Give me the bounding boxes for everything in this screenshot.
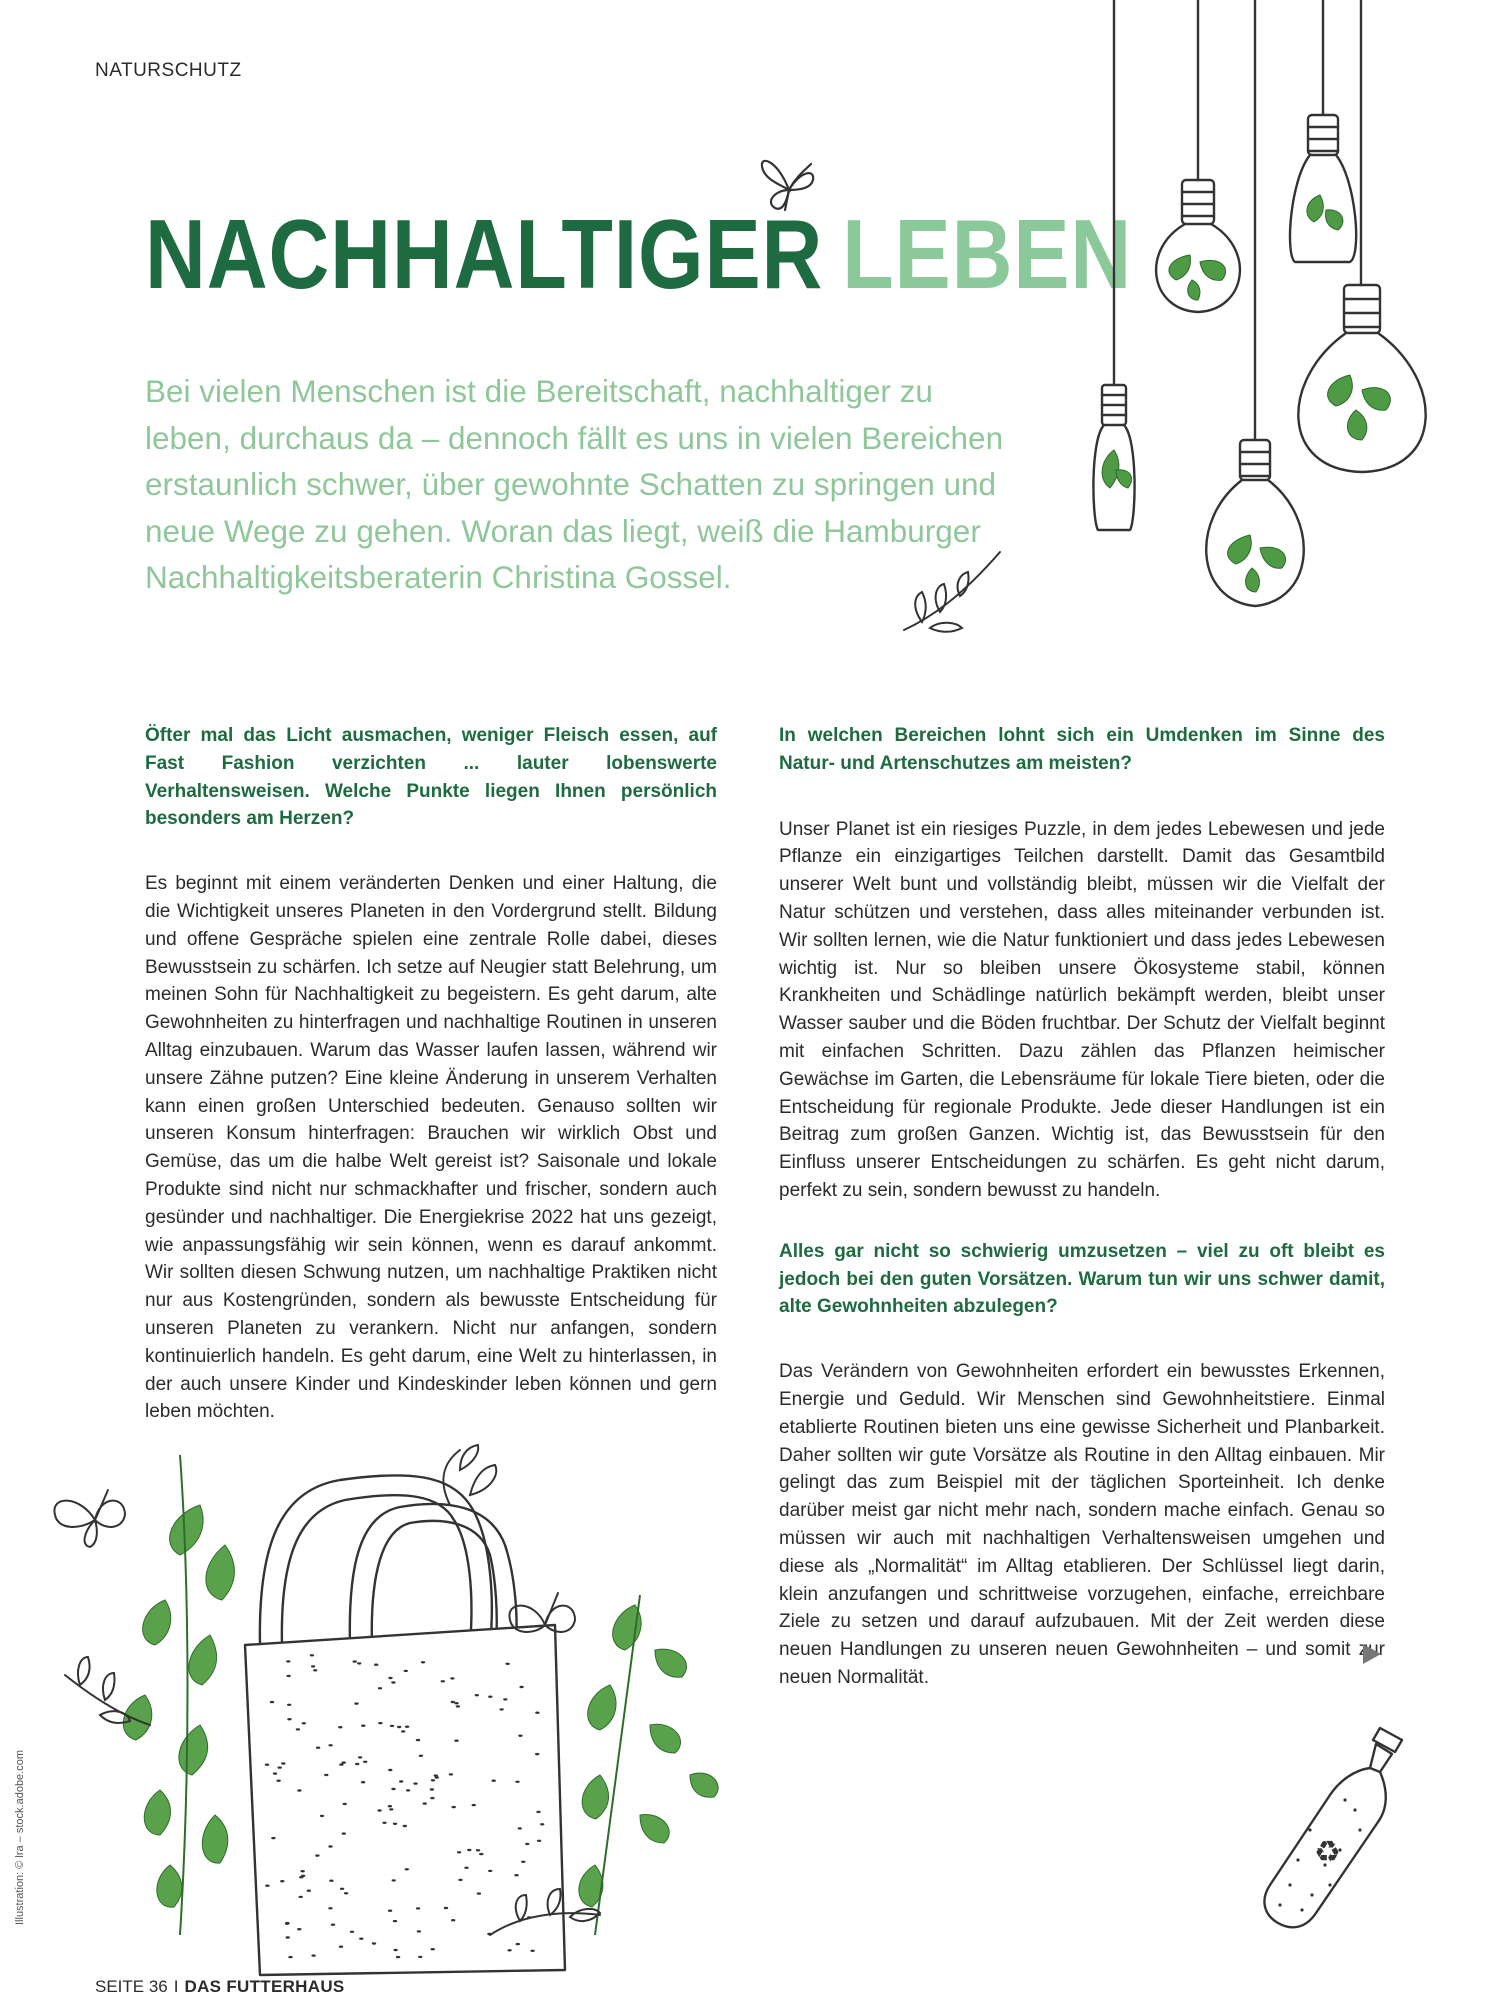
bag-dot (340, 1888, 344, 1890)
bag-dot (388, 1910, 392, 1912)
bag-dot (281, 1762, 285, 1764)
bag-dot (499, 1708, 503, 1710)
recycle-icon: ♻ (1314, 1835, 1341, 1870)
bag-dot (311, 1954, 315, 1956)
bag-dot (505, 1663, 509, 1665)
bag-dot (297, 1928, 301, 1930)
bag-dot (313, 1669, 317, 1671)
bag-dot (464, 1867, 468, 1869)
interview-answer: Es beginnt mit einem veränderten Denken und einer Haltung, die die Wichtigkeit unseres Planeten in den Vordergrund stellt. Bildung und offene Gespräche spielen eine zentrale Rolle dabei, dieses Bewusstsein zu schärfen. Ich setze auf Neugier statt Belehrung, um meinen Sohn für Nachhaltigkeit zu begeistern. Es geht darum, alte Gewohnheiten zu hinterfragen und nachhaltige Routinen in unseren Alltag einzubauen. Warum das Wasser laufen lassen, während wir unsere Zähne putzen? Eine kleine Änderung in unserem Verhalten kann einen großen Unterschied bedeuten. Genauso sollten wir unseren Konsum hinterfragen: Brauchen wir wirklich Obst und Gemüse, das um die halbe Welt gereist ist? Saisonale und lokale Produkte sind nicht nur schmackhafter und frischer, sondern auch gesünder und nachhaltiger. Die Energiekrise 2022 hat uns gezeigt, wie anpassungsfähig wir sein können, wenn es darauf ankommt. Wir sollten diesen Schwung nutzen, um nachhaltige Praktiken nicht nur aus Kostengründen, sondern als bewusste Entscheidung für unseren Planeten zu verankern. Nicht nur anfangen, sondern kontinuierlich handeln. Es geht darum, eine Welt zu hinterlassen, in der auch unsere Kinder und Kindeskinder leben können und gern leben möchten. (145, 873, 717, 1423)
bag-dot (278, 1766, 282, 1768)
page-title (145, 199, 1133, 309)
bag-dot (388, 1805, 392, 1807)
interview-question: In welchen Bereichen lohnt sich ein Umdenken im Sinne des Natur- und Artenschutzes am meisten? (779, 725, 1385, 774)
bag-dot (444, 1907, 448, 1909)
bag-dot (342, 1761, 346, 1763)
bag-dot (389, 1808, 393, 1810)
bag-dot (419, 1755, 423, 1757)
bag-dot (299, 1896, 303, 1898)
bag-dot (388, 1769, 392, 1771)
bag-dot (540, 1823, 544, 1825)
bag-dot (271, 1837, 275, 1839)
bag-dot (418, 1956, 422, 1958)
bag-dot (454, 1740, 458, 1742)
bag-dot (393, 1920, 397, 1922)
bag-dot (354, 1702, 358, 1704)
bag-dot (270, 1701, 274, 1703)
continue-arrow-icon (1363, 1644, 1381, 1664)
bag-dot (297, 1789, 301, 1791)
bag-dot (452, 1806, 456, 1808)
bag-dot (405, 1726, 409, 1728)
bag-dot (530, 1950, 534, 1952)
bag-dot (476, 1849, 480, 1851)
hanging-lightbulbs-illustration (1080, 0, 1460, 640)
bag-dot (492, 1780, 496, 1782)
bag-dot (423, 1802, 427, 1804)
bag-dot (518, 1827, 522, 1829)
bag-dot (324, 1774, 328, 1776)
interview-question: Alles gar nicht so schwierig umzusetzen – viel zu oft bleibt es jedoch bei den guten Vorsätzen. Warum tun wir uns schwer damit, alte Gewohnheiten abzulegen? (779, 1240, 1385, 1318)
bag-dot (320, 1815, 324, 1817)
bag-dot (339, 1946, 343, 1948)
bag-dot (413, 1782, 417, 1784)
bag-dot (401, 1730, 405, 1732)
bag-dot (342, 1832, 346, 1834)
bag-dot (417, 1930, 421, 1932)
bag-dot (287, 1704, 291, 1706)
bag-dot (310, 1654, 314, 1656)
bag-dot (416, 1907, 420, 1909)
footer (95, 1977, 345, 1997)
bag-dot (521, 1861, 525, 1863)
right-column (779, 722, 1385, 1692)
bag-dot (296, 1728, 300, 1730)
bag-dot (388, 1677, 392, 1679)
bag-dot (353, 1660, 357, 1662)
bag-dot (467, 1849, 471, 1851)
bag-dot (430, 1797, 434, 1799)
bag-dot (315, 1854, 319, 1856)
bag-dot (479, 1853, 483, 1855)
bag-dot (488, 1870, 492, 1872)
bag-dot (536, 1811, 540, 1813)
bag-dot (286, 1936, 290, 1938)
footer-separator: I (173, 1977, 179, 1996)
bag-dot (338, 1726, 342, 1728)
bag-dot (265, 1764, 269, 1766)
bag-dot (475, 1694, 479, 1696)
tote-bag-illustration (50, 1395, 750, 1975)
bag-dot (399, 1780, 403, 1782)
bag-dot (518, 1735, 522, 1737)
bag-dot (288, 1956, 292, 1958)
bag-dot (535, 1712, 539, 1714)
bag-dot (286, 1660, 290, 1662)
left-column (145, 722, 717, 1426)
bag-dot (280, 1880, 284, 1882)
bag-dot (331, 1924, 335, 1926)
bag-dot (382, 1822, 386, 1824)
bag-dot (374, 1664, 378, 1666)
bag-dot (535, 1753, 539, 1755)
bag-dot (477, 1892, 481, 1894)
bag-dot (287, 1718, 291, 1720)
title-part-2: LEBEN (842, 199, 1133, 309)
bag-dot (416, 1739, 420, 1741)
bag-dot (403, 1825, 407, 1827)
magazine-brand: DAS FUTTERHAUS (184, 1977, 345, 1996)
bag-dot (357, 1662, 361, 1664)
bag-dot (525, 1843, 529, 1845)
bag-dot (449, 1773, 453, 1775)
page-number: SEITE 36 (95, 1977, 168, 1996)
bag-dot (404, 1670, 408, 1672)
bag-dot (488, 1696, 492, 1698)
bag-dot (378, 1687, 382, 1689)
bag-dot (421, 1661, 425, 1663)
bag-dot (358, 1756, 362, 1758)
bag-dot (302, 1722, 306, 1724)
bag-dot (454, 1702, 458, 1704)
bag-dot (514, 1874, 518, 1876)
bag-dot (265, 1885, 269, 1887)
bag-dot (285, 1923, 289, 1925)
bag-dot (361, 1725, 365, 1727)
bag-dot (329, 1880, 333, 1882)
bag-dot (377, 1809, 381, 1811)
twig-icon (900, 548, 1005, 638)
bag-dot (391, 1681, 395, 1683)
bag-dot (396, 1956, 400, 1958)
bag-dot (431, 1779, 435, 1781)
bag-dot (516, 1943, 520, 1945)
bag-dot (286, 1675, 290, 1677)
title-part-1: NACHHALTIGER (145, 199, 824, 309)
section-label: NATURSCHUTZ (95, 60, 242, 81)
bag-dot (503, 1698, 507, 1700)
bag-dot (406, 1789, 410, 1791)
bag-dot (392, 1879, 396, 1881)
bag-dot (328, 1907, 332, 1909)
bag-dot (378, 1722, 382, 1724)
bag-dot (430, 1788, 434, 1790)
bag-dot (507, 1949, 511, 1951)
bag-dot (519, 1686, 523, 1688)
bag-dot (405, 1868, 409, 1870)
bag-dot (451, 1919, 455, 1921)
interview-answer: Unser Planet ist ein riesiges Puzzle, in dem jedes Lebewesen und jede Pflanze ein einzigartiges Teilchen darstellt. Damit das Gesamtbild unserer Welt bunt und vollständig bleibt, müssen wir die Vielfalt der Natur schützen und verstehen, dass alles miteinander verbunden ist. Wir sollten lernen, wie die Natur funktioniert und dass jedes Lebewesen wichtig ist. Nur so bleiben unsere Ökosysteme stabil, können Krankheiten und Schädlinge natürlich bekämpft werden, bleibt unser Wasser sauber und die Böden fruchtbar. Der Schutz der Vielfalt beginnt mit einfachen Schritten. Dazu zählen das Pflanzen heimischer Gewächse im Garten, die Lebensräume für lokale Tiere bieten, oder die Entscheidung für regionale Produkte. Jede dieser Handlungen ist ein Beitrag zum großen Ganzen. Wichtig ist, das Bewusstsein für den Einfluss unserer Entscheidungen zu schärfen. Es geht nicht darum, perfekt zu sein, sondern bewusst zu handeln. (779, 818, 1385, 1201)
bag-dot (457, 1851, 461, 1853)
bag-dot (390, 1725, 394, 1727)
interview-answer: Das Verändern von Gewohnheiten erfordert ein bewusstes Erkennen, Energie und Geduld. Wir Menschen sind Gewohnheitstiere. Einmal etablierte Routinen bieten uns eine gewisse Sicherheit und Planbarkeit. Daher sollten wir gute Vorsätze als Routine in den Alltag einbauen. Mir gelingt das zum Beispiel mit der täglichen Sporteinheit. Ich denke darüber meist gar nicht mehr nach, sondern mache einfach. Genau so müssen wir auch mit nachhaltigen Verhaltensweisen umgehen und diese als „Normalität“ im Alltag etablieren. Der Schlüssel liegt darin, klein anzufangen und schrittweise vorzugehen, einfache, erreichbare Ziele zu setzen und darauf aufzubauen. Mit der Zeit werden diese neuen Handlungen zu unseren neuen Gewohnheiten – und somit zur neuen Normalität. (779, 1361, 1385, 1688)
bag-dot (307, 1890, 311, 1892)
bag-dot (472, 1804, 476, 1806)
bag-dot (391, 1788, 395, 1790)
bag-dot (343, 1803, 347, 1805)
bag-dot (515, 1781, 519, 1783)
bag-dot (316, 1747, 320, 1749)
bag-dot (328, 1744, 332, 1746)
bag-dot (431, 1948, 435, 1950)
bag-dot (393, 1823, 397, 1825)
bag-dot (355, 1763, 359, 1765)
interview-question: Öfter mal das Licht ausmachen, weniger Fleisch essen, auf Fast Fashion verzichten ... lauter lobenswerte Verhaltensweisen. Welche Punkte liegen Ihnen persönlich besonders am Herzen? (145, 725, 717, 830)
bag-dot (434, 1774, 438, 1776)
bag-dot (301, 1875, 305, 1877)
bag-dot (363, 1761, 367, 1763)
bag-dot (397, 1726, 401, 1728)
bag-dot (350, 1931, 354, 1933)
bag-dot (276, 1780, 280, 1782)
bag-dot (300, 1870, 304, 1872)
bag-dot (537, 1840, 541, 1842)
bag-dot (311, 1665, 315, 1667)
bag-dot (344, 1892, 348, 1894)
intro-paragraph: Bei vielen Menschen ist die Bereitschaft, nachhaltiger zu leben, durchaus da – dennoch fällt es uns in vielen Bereichen erstaunlich schwer, über gewohnte Schatten zu springen und neue Wege zu gehen. Woran das liegt, weiß die Hamburger Nachhaltigkeitsberaterin Christina Gossel. (145, 373, 1004, 595)
bag-dot (328, 1845, 332, 1847)
bag-dot (451, 1701, 455, 1703)
bag-dot (339, 1763, 343, 1765)
bag-dot (359, 1938, 363, 1940)
bag-dot (458, 1879, 462, 1881)
bag-dot (372, 1942, 376, 1944)
image-credit: Illustration: © lra – stock.adobe.com (14, 1749, 26, 1925)
bag-dot (273, 1772, 277, 1774)
bag-dot (361, 1781, 365, 1783)
bag-dot (393, 1949, 397, 1951)
bag-dot (456, 1705, 460, 1707)
recycling-bottle-illustration (1250, 1710, 1430, 1940)
bag-dot (450, 1677, 454, 1679)
bag-dot (441, 1680, 445, 1682)
butterfly-icon (755, 150, 825, 215)
